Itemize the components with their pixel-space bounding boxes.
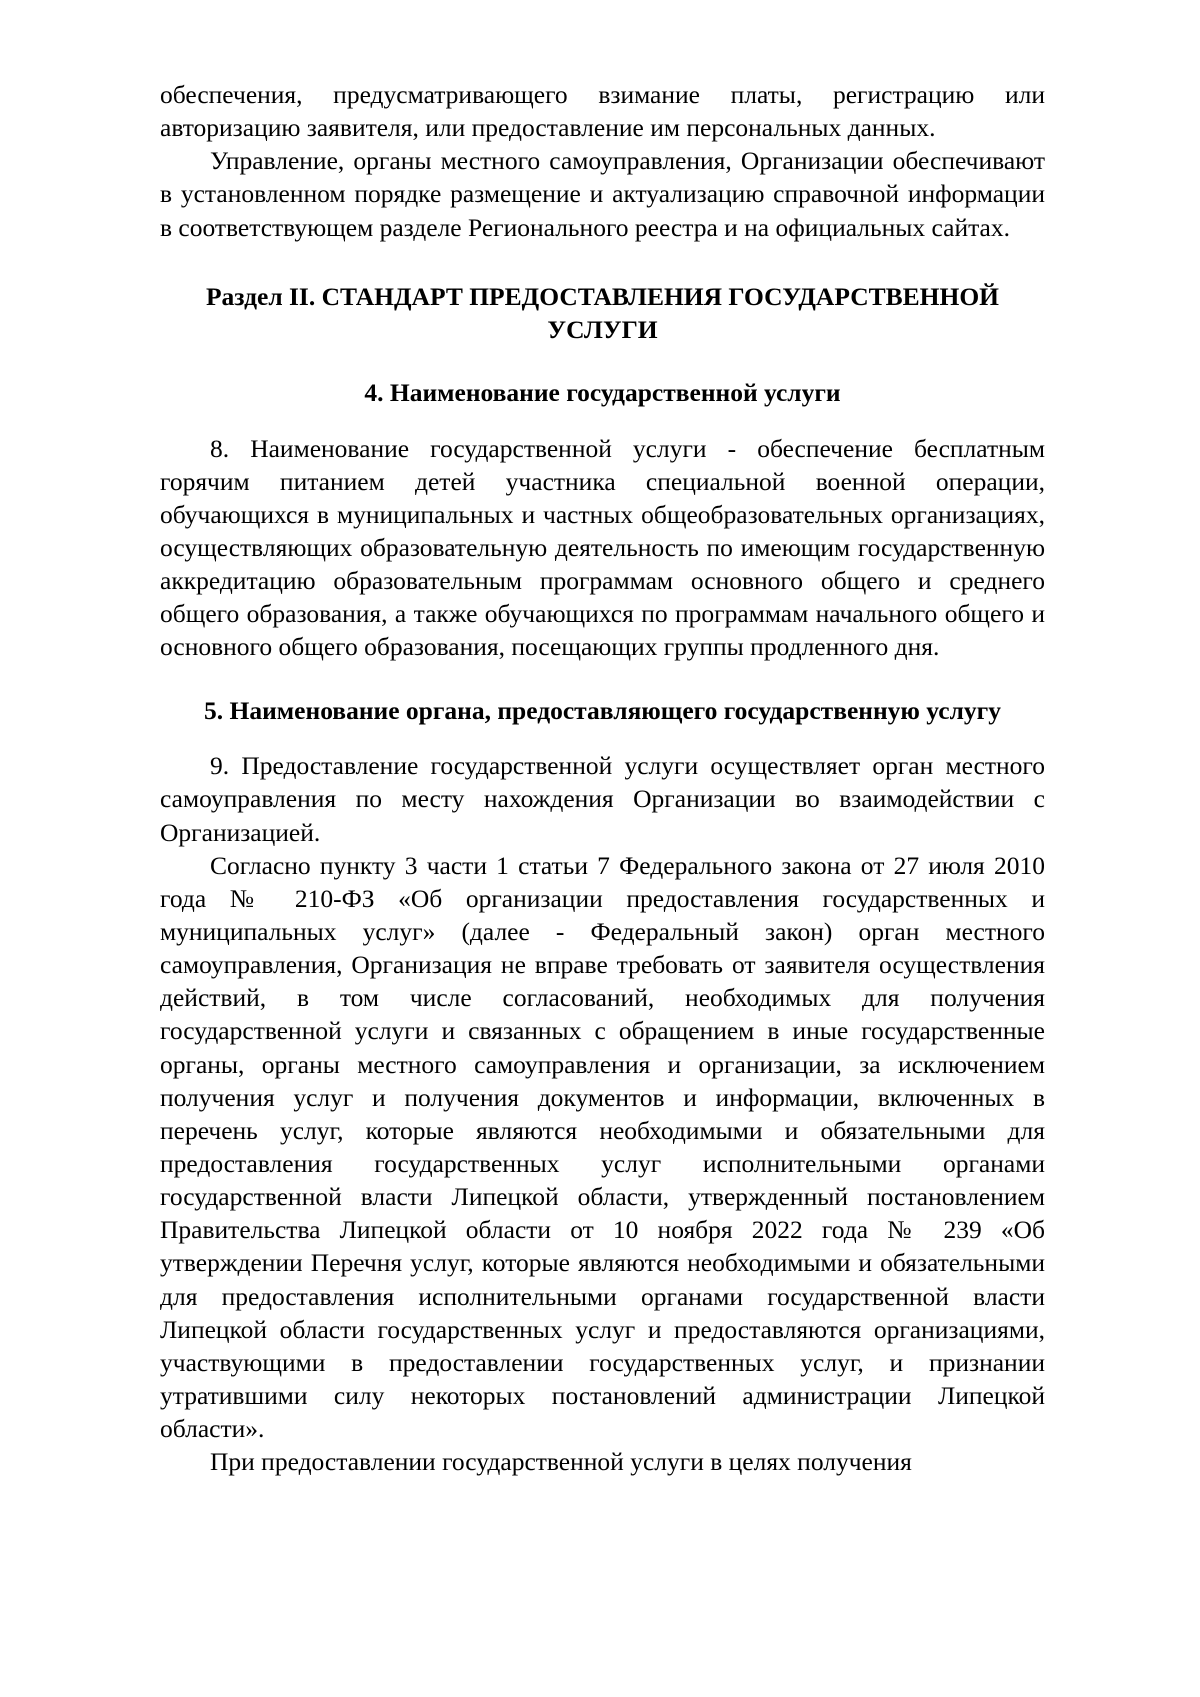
document-body (160, 78, 1045, 1478)
section-title-standard: Раздел II. СТАНДАРТ ПРЕДОСТАВЛЕНИЯ ГОСУДАРСТВЕННОЙ УСЛУГИ (205, 281, 999, 344)
paragraph-service-provision: При предоставлении государственной услуги в целях получения (210, 1447, 912, 1477)
subsection-title-service-name: 4. Наименование государственной услуги (364, 377, 841, 407)
paragraph-federal-law: Согласно пункту 3 части 1 статьи 7 Федерального закона от 27 июля 2010 года № 210-ФЗ «Об организации предоставления государственных и муниципальных услуг» (далее - Федеральный закон) орган местного самоуправления, Организация не вправе требовать от заявителя осуществления действий, в том числе согласований, необходимых для получения государственной услуги и связанных с обращением в иные государственные органы, органы местного самоуправления и организации, за исключением получения услуг и получения документов и информации, включенных в перечень услуг, которые являются необходимыми и обязательными для предоставления государственных услуг исполнительными органами государственной власти Липецкой области, утвержденный постановлением Правительства Липецкой области от 10 ноября 2022 года № 239 «Об утверждении Перечня услуг, которые являются необходимыми и обязательными для предоставления исполнительными органами государственной власти Липецкой области государственных услуг и предоставляются организациями, участвующими в предоставлении государственных услуг, и признании утратившими силу некоторых постановлений администрации Липецкой области». (160, 850, 1045, 1444)
paragraph-management-bodies: Управление, органы местного самоуправления, Организации обеспечивают в установленном порядке размещение и актуализацию справочной информации в соответствующем разделе Регионального реестра и на официальных сайтах. (160, 146, 1045, 242)
paragraph-item-9: 9. Предоставление государственной услуги осуществляет орган местного самоуправления по месту нахождения Организации во взаимодействии с Организацией. (160, 751, 1045, 847)
paragraph-continuation: обеспечения, предусматривающего взимание платы, регистрацию или авторизацию заявителя, или предоставление им персональных данных. (160, 80, 1045, 143)
subsection-title-service-authority: 5. Наименование органа, предоставляющего государственную услугу (204, 695, 1001, 725)
paragraph-item-8: 8. Наименование государственной услуги - обеспечение бесплатным горячим питанием детей участника специальной военной операции, обучающихся в муниципальных и частных общеобразовательных организациях, осуществляющих образовательную деятельность по имеющим государственную аккредитацию образовательным программам основного общего и среднего общего образования, а также обучающихся по программам начального общего и основного общего образования, посещающих группы продленного дня. (160, 433, 1045, 662)
